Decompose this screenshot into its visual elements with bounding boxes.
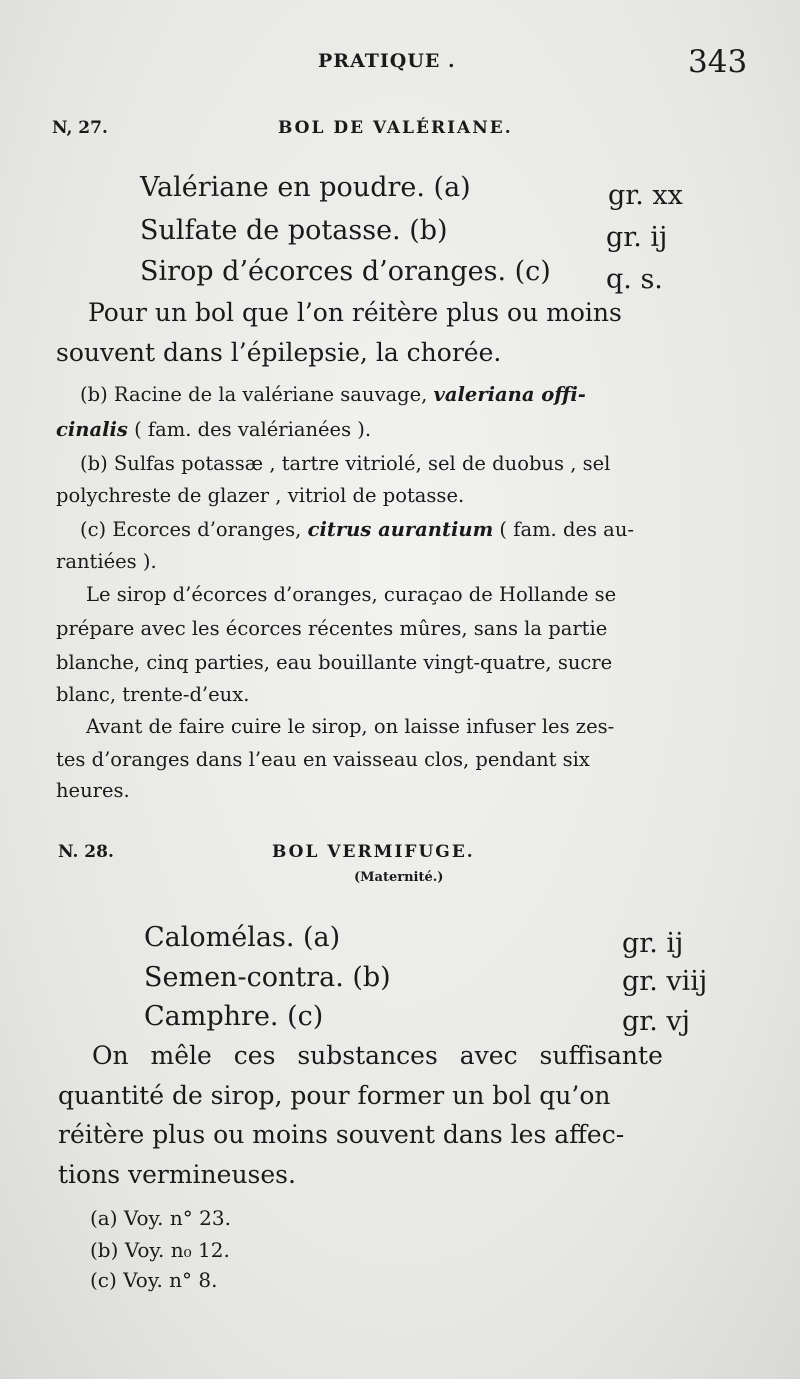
recipe-title: BOL VERMIFUGE. <box>272 842 475 862</box>
ingredient-qty: gr. vj <box>622 1006 691 1037</box>
paragraph-line: prépare avec les écorces récentes mûres, sans la partie <box>56 617 608 640</box>
instruction-line: Pour un bol que l’on réitère plus ou moins <box>88 298 622 327</box>
ingredient-qty: gr. ij <box>622 928 684 959</box>
paragraph-line: Avant de faire cuire le sirop, on laisse infuser les zes- <box>86 715 615 738</box>
paragraph-line: blanche, cinq parties, eau bouillante vingt-quatre, sucre <box>56 651 613 674</box>
note-line: (b) Sulfas potassæ , tartre vitriolé, sel de duobus , sel <box>80 452 611 475</box>
running-head: PRATIQUE . <box>318 50 456 72</box>
paragraph-line: blanc, trente-d’eux. <box>56 683 250 706</box>
ingredient-name: Camphre. (c) <box>144 1001 324 1032</box>
note-line: (c) Ecorces d’oranges, citrus aurantium ( fam. des au- <box>80 518 634 541</box>
ingredient-qty: gr. viij <box>622 966 708 997</box>
paragraph-line: Le sirop d’écorces d’oranges, curaçao de Hollande se <box>86 583 617 606</box>
instruction-line: réitère plus ou moins souvent dans les affec- <box>58 1120 625 1149</box>
ingredient-qty: gr. ij <box>606 222 668 253</box>
instruction-line: tions vermineuses. <box>58 1160 296 1189</box>
note-line: (b) Racine de la valériane sauvage, valeriana offi- <box>80 383 586 406</box>
paragraph-line: tes d’oranges dans l’eau en vaisseau clos, pendant six <box>56 748 590 771</box>
page-number: 343 <box>688 44 748 80</box>
ingredient-name: Sulfate de potasse. (b) <box>140 215 448 246</box>
instruction-line: souvent dans l’épilepsie, la chorée. <box>56 338 502 367</box>
ingredient-qty: q. s. <box>606 264 663 295</box>
ingredient-name: Valériane en poudre. (a) <box>140 172 471 203</box>
note-line: polychreste de glazer , vitriol de potasse. <box>56 484 465 507</box>
recipe-subtitle: (Maternité.) <box>354 870 444 885</box>
ingredient-name: Sirop d’écorces d’oranges. (c) <box>140 256 551 287</box>
recipe-title: BOL DE VALÉRIANE. <box>278 118 513 138</box>
ingredient-name: Calomélas. (a) <box>144 922 341 953</box>
footnote: (c) Voy. n° 8. <box>90 1268 218 1292</box>
footnote: (b) Voy. n₀ 12. <box>90 1238 230 1262</box>
paragraph-line: heures. <box>56 779 130 802</box>
instruction-line: quantité de sirop, pour former un bol qu’on <box>58 1081 611 1110</box>
note-line: rantiées ). <box>56 550 157 573</box>
note-line: cinalis ( fam. des valérianées ). <box>56 418 372 441</box>
recipe-number: N, 27. <box>52 118 108 138</box>
ingredient-qty: gr. xx <box>608 180 683 211</box>
ingredient-name: Semen-contra. (b) <box>144 962 391 993</box>
instruction-line: On mêle ces substances avec suffisante <box>92 1041 663 1070</box>
recipe-number: N. 28. <box>58 842 114 862</box>
footnote: (a) Voy. n° 23. <box>90 1206 231 1230</box>
